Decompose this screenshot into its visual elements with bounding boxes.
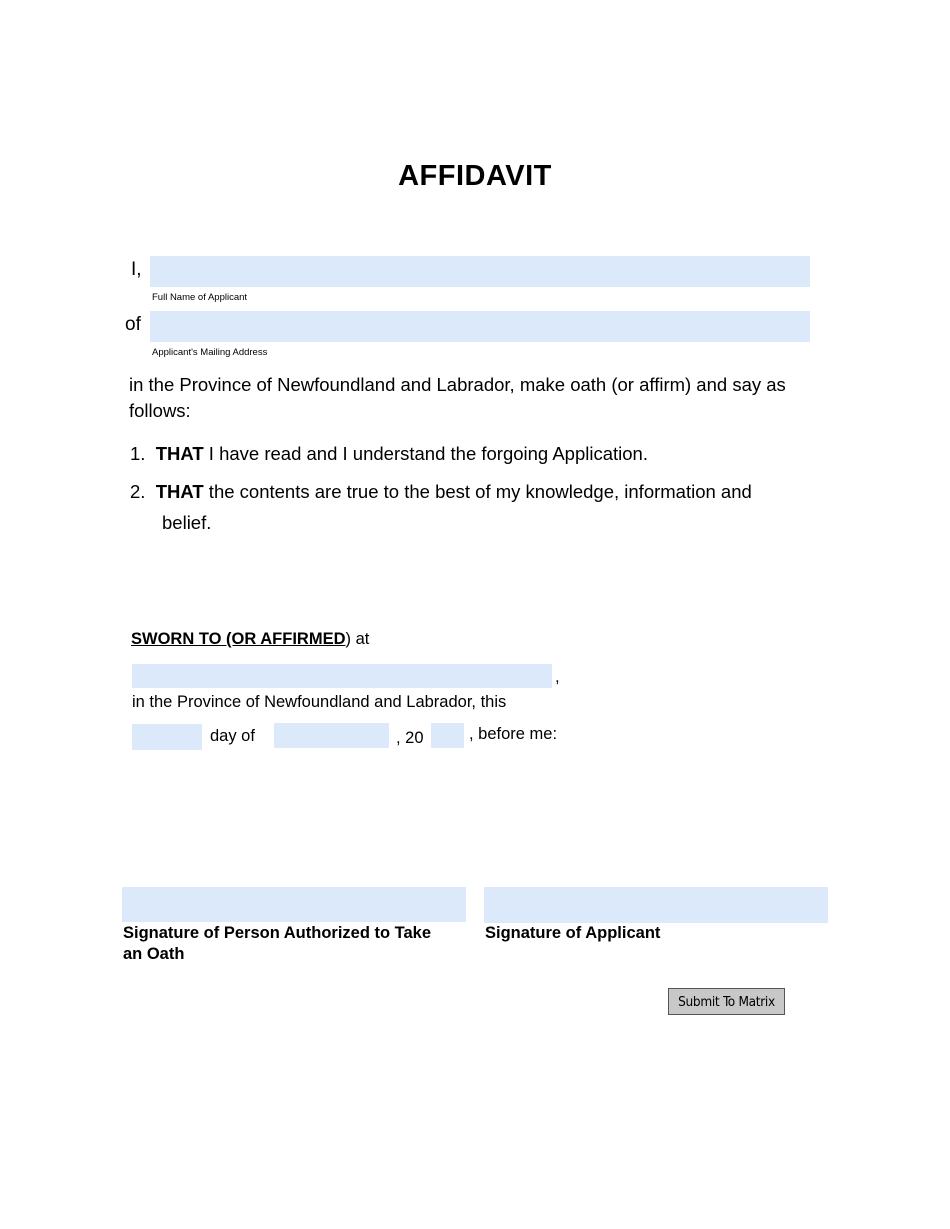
- day-of-label: day of: [210, 727, 255, 745]
- intro-line-2: follows:: [129, 400, 191, 421]
- item-number: 1.: [130, 443, 146, 464]
- sworn-heading-tail: ) at: [345, 630, 370, 648]
- year-prefix-label: , 20: [396, 729, 424, 747]
- authorized-signature-caption: [123, 923, 431, 965]
- item-number: 2.: [130, 481, 146, 502]
- sworn-location-input[interactable]: [132, 664, 552, 688]
- item-keyword: THAT: [155, 443, 204, 464]
- day-input[interactable]: [132, 724, 202, 750]
- list-item: [130, 479, 752, 505]
- intro-line-1: in the Province of Newfoundland and Labrador, make oath (or affirm) and say as: [129, 374, 786, 395]
- location-comma: ,: [555, 668, 560, 686]
- item-text: I have read and I understand the forgoing Application.: [203, 443, 648, 464]
- address-prefix: of: [125, 314, 141, 335]
- page-title: AFFIDAVIT: [398, 160, 552, 192]
- full-name-caption: Full Name of Applicant: [152, 292, 248, 303]
- province-line: in the Province of Newfoundland and Labrador, this: [132, 693, 507, 711]
- full-name-input[interactable]: [150, 256, 810, 287]
- applicant-name-prefix: I,: [131, 259, 142, 280]
- authorized-caption-line-1: Signature of Person Authorized to Take: [123, 924, 432, 942]
- authorized-signature-field[interactable]: [122, 887, 466, 922]
- applicant-signature-caption: Signature of Applicant: [485, 924, 661, 942]
- submit-to-matrix-button[interactable]: Submit To Matrix: [668, 988, 785, 1015]
- before-me-label: , before me:: [469, 725, 558, 743]
- applicant-signature-field[interactable]: [484, 887, 828, 923]
- mailing-address-caption: Applicant's Mailing Address: [152, 347, 268, 358]
- month-input[interactable]: [274, 723, 389, 748]
- item-text: the contents are true to the best of my knowledge, information and: [203, 481, 752, 502]
- item-continuation: belief.: [162, 512, 212, 533]
- sworn-heading: SWORN TO (OR AFFIRMED: [131, 630, 346, 648]
- authorized-caption-line-2: an Oath: [123, 945, 185, 963]
- list-item: [130, 441, 648, 467]
- intro-paragraph: [129, 372, 786, 424]
- mailing-address-input[interactable]: [150, 311, 810, 342]
- year-input[interactable]: [431, 723, 464, 748]
- item-keyword: THAT: [155, 481, 204, 502]
- sworn-heading-line: [131, 630, 369, 649]
